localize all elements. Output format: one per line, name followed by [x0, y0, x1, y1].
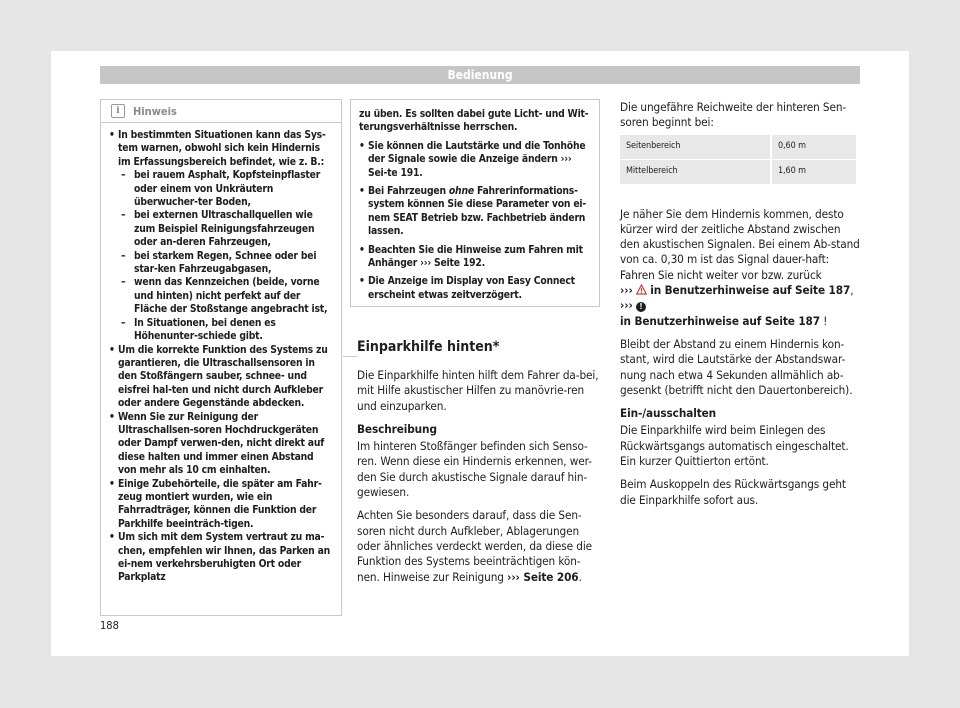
notice-bullet: • Bei Fahrzeugen ohne Fahrerinformations-system können Sie diese Parameter von ei-nem SEAT Betrieb bzw. Fachbetrieb ändern lassen.: [359, 185, 587, 238]
table-row: [620, 159, 856, 184]
notice-header: [101, 100, 341, 123]
onoff-heading: Ein-/ausschalten: [620, 406, 717, 421]
table-cell-label: Mittelbereich: [620, 159, 771, 184]
notice-sub-item: – bei starkem Regen, Schnee oder bei star-ken Fahrzeugabgasen,: [121, 249, 317, 276]
table-cell-value: 1,60 m: [771, 159, 856, 184]
description-heading: Beschreibung: [357, 421, 437, 436]
reference-arrow: ›››: [620, 298, 633, 313]
notice-bullet: • Einige Zubehörteile, die später am Fahr-zeug montiert wurden, wie ein Fahrradträger, können die Funktion der Parkhilfe beeinträch-tigen.: [109, 477, 322, 530]
notice-bullet: • Sie können die Lautstärke und die Tonhöhe der Signale sowie die Anzeige ändern ››› Sei-te 191.: [359, 139, 586, 179]
page-reference-link[interactable]: ››› Seite 192: [420, 257, 482, 270]
notice-title: Hinweis: [133, 104, 177, 118]
notice-bullet: • Um sich mit dem System vertraut zu ma-chen, empfehlen wir Ihnen, das Parken an ei-nem verkehrsberuhigten Ort oder Parkplatz: [109, 531, 331, 584]
description-paragraph: Achten Sie besonders darauf, dass die Sen-soren nicht durch Aufkleber, Ablagerungen oder ähnliches verdeckt werden, da diese die Funktion des Systems beeinträchtigen kön-nen. Hinweise zur Reinigung ››› Seite 206.: [357, 508, 593, 584]
page-header: Bedienung: [100, 66, 860, 84]
notice-sub-item: – bei externen Ultraschallquellen wie zum Beispiel Reinigungsfahrzeugen oder an-deren Fahrzeugen,: [121, 209, 315, 249]
page-number: 188: [100, 619, 119, 632]
onoff-paragraph: Die Einparkhilfe wird beim Einlegen des Rückwärtsgangs automatisch eingeschaltet. Ein kurzer Quittierton ertönt.: [620, 423, 849, 469]
section-body: [357, 368, 602, 593]
section-title: Einparkhilfe hinten*: [357, 339, 600, 357]
page-reference-link[interactable]: ››› Seite 206: [507, 569, 579, 584]
table-row: [620, 135, 856, 160]
notice-bullet: • Wenn Sie zur Reinigung der Ultraschallsen-soren Hochdruckgeräten oder Dampf verwen-den, nicht direkt auf diese halten und immer einen Abstand von mehr als 10 cm einhalten.: [109, 410, 325, 477]
range-intro: Die ungefähre Reichweite der hinteren Sen-soren beginnt bei:: [620, 100, 847, 130]
notice-box-continued: [350, 99, 600, 307]
notice-sub-item: – wenn das Kennzeichen (beide, vorne und hinten) nicht perfekt auf der Fläche der Stoßstange angebracht ist,: [121, 276, 328, 316]
notice-body: [101, 123, 341, 585]
volume-paragraph: Bleibt der Abstand zu einem Hindernis kon-stant, wird die Lautstärke der Abstandswar-nung nach etwa 4 Sekunden allmählich ab-gesenkt (betrifft nicht den Dauertonbereich).: [620, 336, 853, 397]
page-reference-link[interactable]: ››› Sei-te 191: [368, 153, 572, 179]
notice-sub-item: – bei rauem Asphalt, Kopfsteinpflaster oder einem von Unkräutern überwucher-ter Boden,: [121, 169, 321, 209]
onoff-paragraph: Beim Auskoppeln des Rückwärtsgangs geht die Einparkhilfe sofort aus.: [620, 477, 846, 507]
notice-continued-text: zu üben. Es sollten dabei gute Licht- und Wit-terungsverhältnisse herrschen.: [359, 108, 589, 134]
info-icon: i: [111, 104, 125, 118]
right-column: [620, 100, 860, 516]
table-cell-label: Seitenbereich: [620, 135, 771, 160]
page-reference-link[interactable]: in Benutzerhinweise auf Seite 187: [650, 283, 851, 298]
notice-bullet: • Die Anzeige im Display von Easy Connect erscheint etwas zeitverzögert.: [359, 275, 575, 301]
range-table: [620, 135, 856, 185]
notice-box: [100, 99, 342, 616]
table-cell-value: 0,60 m: [771, 135, 856, 160]
intro-paragraph: Die Einparkhilfe hinten hilft dem Fahrer da-bei, mit Hilfe akustischer Hilfen zu manövrie-ren und einzuparken.: [357, 368, 599, 413]
notice-bullet: • Beachten Sie die Hinweise zum Fahren mit Anhänger ››› Seite 192.: [359, 243, 583, 270]
notice-sub-item: – In Situationen, bei denen es Höhenunter-schiede gibt.: [121, 316, 276, 343]
reference-arrow: ›››: [620, 283, 633, 298]
warning-triangle-icon: [636, 284, 647, 295]
page-reference-link[interactable]: in Benutzerhinweise auf Seite 187: [620, 313, 820, 328]
notice-bullet: • Um die korrekte Funktion des Systems zu garantieren, die Ultraschallsensoren in den Stoßfängern sauber, schnee- und eisfrei hal-ten und nicht durch Aufkleber oder andere Gegenstände abdecken.: [109, 343, 328, 410]
notice-bullet: • In bestimmten Situationen kann das Sys-tem warnen, obwohl sich kein Hindernis im Erfassungsbereich befindet, wie z. B.:: [109, 129, 326, 168]
exclamation-circle-icon: !: [636, 302, 646, 312]
distance-paragraph: Je näher Sie dem Hindernis kommen, desto kürzer wird der zeitliche Abstand zwischen den akustischen Signalen. Bei einem Ab-stand von ca. 0,30 m ist das Signal dauer-haft: Fahren Sie nicht weiter vor bzw. zurück ››› in Benutzerhinweise auf Seite 187, ››› ! in Benutzerhinweise auf Seite 187 !: [620, 206, 860, 328]
description-paragraph: Im hinteren Stoßfänger befinden sich Senso-ren. Wenn diese ein Hindernis erkennen, wer-den Sie durch akustische Signale darauf hin-gewiesen.: [357, 439, 592, 500]
